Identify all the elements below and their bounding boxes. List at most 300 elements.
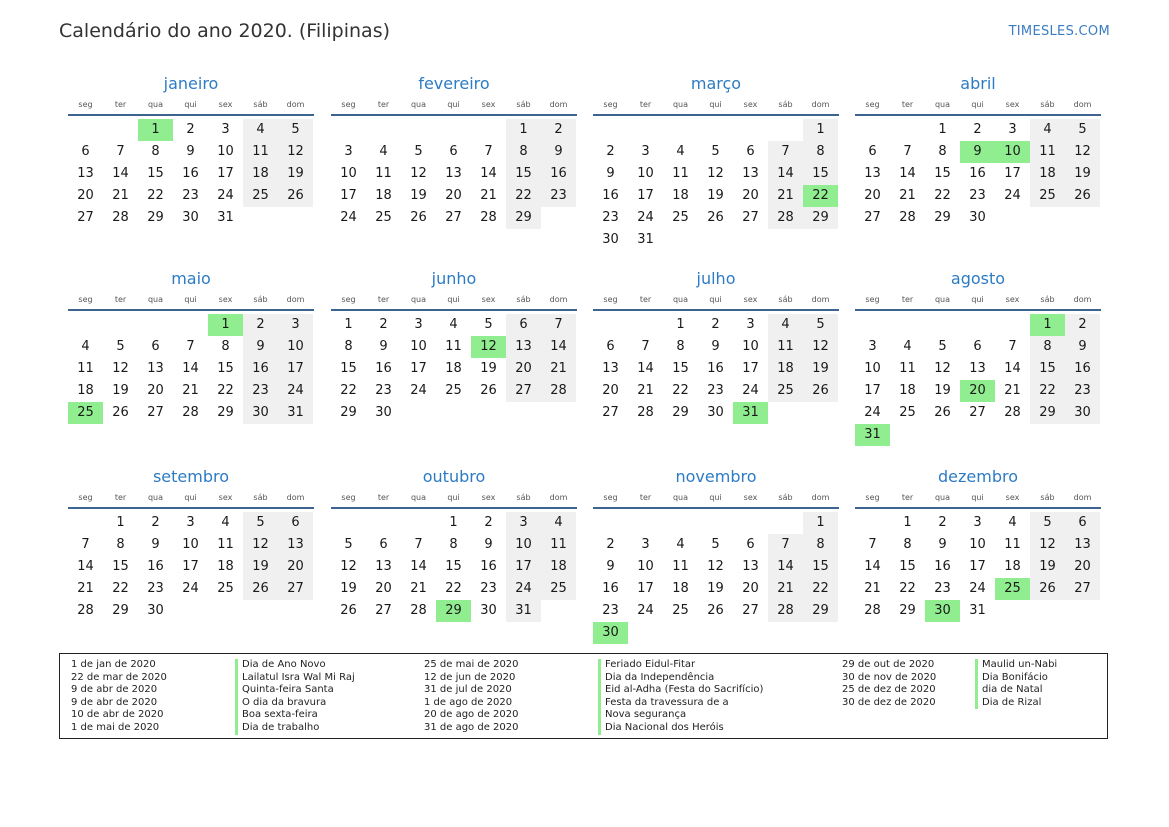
header-rule [855,114,1101,116]
day-cell: 29 [934,210,951,225]
day-cell: 26 [934,405,951,420]
weekday-header [593,490,839,506]
day-cell: 22 [934,188,951,203]
day-cell: 8 [116,537,125,552]
month-maio [68,268,314,424]
day-cell: 21 [77,581,94,596]
day-cell: 29 [112,603,129,618]
month-name: fevereiro [418,74,490,93]
day-cell: 30 [147,603,164,618]
day-cell: 28 [77,603,94,618]
day-cell: 16 [480,559,497,574]
weekday-header [331,490,577,506]
empty-cell [436,119,471,141]
day-cell: 24 [1004,188,1021,203]
month-name: dezembro [938,467,1018,486]
legend-dates-2 [424,659,519,735]
day-cell: 26 [410,210,427,225]
weekday-header [855,97,1101,113]
day-cell: 28 [480,210,497,225]
day-cell: 27 [147,405,164,420]
day-cell: 2 [711,317,720,332]
day-cell: 15 [803,556,838,578]
day-cell: 18 [672,188,689,203]
day-cell: 7 [1008,339,1017,354]
month-janeiro [68,73,314,229]
day-cell: 20 [742,581,759,596]
legend-holiday-date: 1 de ago de 2020 [424,696,513,708]
day-cell: 21 [768,185,803,207]
day-cell: 8 [676,339,685,354]
day-cell: 6 [449,144,458,159]
day-cell: 5 [803,314,838,336]
legend-names-3 [975,659,1057,709]
day-cell: 23 [375,383,392,398]
day-cell: 9 [151,537,160,552]
empty-cell [593,119,628,141]
legend-holiday-name: Dia de Ano Novo [235,659,355,672]
day-cell: 24 [410,383,427,398]
weekday-label: seg [341,100,356,109]
day-cell: 15 [899,559,916,574]
day-cell: 28 [410,603,427,618]
day-cell: 5 [344,537,353,552]
empty-cell [628,512,663,534]
empty-cell [733,119,768,141]
day-cell: 24 [182,581,199,596]
weekday-label: qui [447,100,460,109]
day-cell: 9 [243,336,278,358]
day-cell: 11 [445,339,462,354]
day-cell: 19 [480,361,497,376]
day-cell: 29 [803,207,838,229]
day-cell: 10 [637,166,654,181]
day-cell: 8 [803,534,838,556]
day-cell: 14 [768,163,803,185]
day-cell: 27 [77,210,94,225]
day-cell: 15 [147,166,164,181]
brand-link[interactable]: TIMESLES.COM [1008,24,1110,39]
day-cell: 13 [77,166,94,181]
month-junho [331,268,577,424]
day-cell: 9 [541,141,576,163]
day-cell: 7 [81,537,90,552]
weekday-label: seg [865,493,880,502]
empty-cell [890,119,925,141]
day-cell: 28 [768,600,803,622]
day-grid [331,314,577,424]
empty-cell [768,512,803,534]
month-name: julho [696,269,736,288]
day-cell: 25 [672,603,689,618]
day-cell: 11 [217,537,234,552]
day-cell: 7 [484,144,493,159]
weekday-label: qua [410,295,427,304]
day-cell: 12 [278,141,313,163]
day-cell: 30 [1065,402,1100,424]
day-cell: 18 [375,188,392,203]
day-cell: 10 [506,534,541,556]
day-cell: 5 [278,119,313,141]
weekday-label: seg [341,493,356,502]
day-cell: 5 [711,537,720,552]
day-cell: 1 [506,119,541,141]
day-cell: 28 [899,210,916,225]
legend-holiday-date: 22 de mar de 2020 [71,671,167,683]
empty-cell [663,119,698,141]
weekday-label: seg [78,100,93,109]
weekday-label: qua [147,100,164,109]
day-cell: 15 [506,163,541,185]
day-cell: 25 [768,380,803,402]
day-cell: 18 [899,383,916,398]
legend-holiday-name: Maulid un-Nabi [975,659,1057,672]
day-cell: 16 [934,559,951,574]
day-cell: 29 [803,600,838,622]
day-cell: 4 [81,339,90,354]
day-cell: 3 [344,144,353,159]
day-cell: 2 [186,122,195,137]
month-abril [855,73,1101,229]
day-cell: 21 [410,581,427,596]
day-cell: 20 [445,188,462,203]
weekday-label: ter [901,100,914,109]
day-cell: 25 [899,405,916,420]
day-cell: 30 [602,232,619,247]
day-cell: 15 [1030,358,1065,380]
header-rule [68,114,314,116]
empty-cell [366,512,401,534]
day-cell: 13 [969,361,986,376]
day-cell: 28 [1004,405,1021,420]
day-cell: 4 [903,339,912,354]
header-rule [331,309,577,311]
day-cell: 1 [803,119,838,141]
day-cell: 24 [637,210,654,225]
month-name: janeiro [163,74,219,93]
day-cell: 20 [375,581,392,596]
day-cell: 7 [768,534,803,556]
legend-holiday-name: Dia da Independência [598,672,763,685]
day-cell: 16 [541,163,576,185]
legend-holiday-date: 12 de jun de 2020 [424,671,516,683]
day-cell: 22 [445,581,462,596]
day-cell: 23 [1065,380,1100,402]
legend-holiday-name: O dia da bravura [235,697,355,710]
day-cell: 6 [973,339,982,354]
day-cell: 23 [480,581,497,596]
day-cell: 19 [707,188,724,203]
weekday-label: dom [811,100,830,109]
weekday-label: sex [481,100,496,109]
day-cell: 21 [637,383,654,398]
weekday-label: ter [377,295,390,304]
empty-cell [593,314,628,336]
day-cell: 4 [1030,119,1065,141]
day-cell: 14 [899,166,916,181]
day-cell: 2 [484,515,493,530]
day-cell: 2 [1065,314,1100,336]
holiday-day-cell: 25 [995,578,1030,600]
day-cell: 29 [899,603,916,618]
weekday-label: sáb [253,100,268,109]
day-cell: 13 [742,166,759,181]
day-cell: 26 [480,383,497,398]
legend-dates-1 [71,659,167,735]
day-cell: 7 [414,537,423,552]
day-cell: 6 [506,314,541,336]
day-grid [855,314,1101,446]
weekday-label: qua [934,100,951,109]
day-cell: 3 [506,512,541,534]
day-cell: 4 [221,515,230,530]
day-cell: 25 [541,578,576,600]
day-cell: 30 [969,210,986,225]
day-cell: 4 [379,144,388,159]
month-name: março [690,74,742,93]
month-setembro [68,466,314,622]
holiday-day-cell: 9 [960,141,995,163]
legend-holiday-date: 10 de abr de 2020 [71,709,164,721]
day-cell: 21 [480,188,497,203]
day-cell: 23 [602,603,619,618]
weekday-label: ter [901,295,914,304]
day-cell: 21 [899,188,916,203]
day-cell: 28 [112,210,129,225]
day-cell: 12 [803,336,838,358]
day-cell: 7 [541,314,576,336]
day-cell: 8 [903,537,912,552]
legend-holiday-date: 1 de jan de 2020 [71,659,156,670]
day-cell: 21 [1004,383,1021,398]
day-cell: 9 [606,559,615,574]
day-cell: 10 [637,559,654,574]
day-cell: 23 [934,581,951,596]
day-cell: 14 [541,336,576,358]
day-cell: 13 [147,361,164,376]
weekday-label: dom [549,100,568,109]
day-cell: 3 [186,515,195,530]
day-cell: 5 [1065,119,1100,141]
weekday-label: dom [549,493,568,502]
day-cell: 20 [1065,556,1100,578]
day-cell: 5 [414,144,423,159]
day-cell: 13 [375,559,392,574]
day-cell: 13 [1065,534,1100,556]
day-cell: 28 [541,380,576,402]
day-cell: 18 [217,559,234,574]
day-cell: 10 [969,537,986,552]
day-cell: 17 [278,358,313,380]
weekday-label: seg [865,295,880,304]
empty-cell [995,314,1030,336]
day-cell: 29 [147,210,164,225]
weekday-label: seg [78,295,93,304]
empty-cell [401,119,436,141]
day-cell: 11 [541,534,576,556]
day-cell: 9 [186,144,195,159]
day-cell: 6 [278,512,313,534]
day-cell: 22 [217,383,234,398]
day-cell: 5 [938,339,947,354]
day-cell: 27 [969,405,986,420]
day-cell: 25 [243,185,278,207]
holiday-day-cell: 10 [995,141,1030,163]
day-cell: 30 [182,210,199,225]
weekday-label: qua [672,493,689,502]
day-grid [68,314,314,424]
day-cell: 16 [147,559,164,574]
day-cell: 21 [541,358,576,380]
empty-cell [593,512,628,534]
day-cell: 21 [112,188,129,203]
weekday-label: qui [184,295,197,304]
legend-holiday-date: 31 de jul de 2020 [424,684,512,696]
day-cell: 5 [1030,512,1065,534]
day-cell: 30 [480,603,497,618]
day-cell: 15 [803,163,838,185]
day-cell: 26 [707,210,724,225]
day-grid [331,512,577,622]
day-cell: 20 [506,358,541,380]
day-cell: 22 [803,578,838,600]
day-cell: 4 [676,537,685,552]
weekday-label: qua [934,295,951,304]
day-cell: 21 [768,578,803,600]
day-cell: 22 [506,185,541,207]
weekday-label: dom [811,493,830,502]
legend-holiday-date: 25 de dez de 2020 [842,684,936,696]
weekday-label: ter [114,295,127,304]
weekday-label: qua [147,493,164,502]
empty-cell [103,314,138,336]
empty-cell [68,119,103,141]
month-fevereiro [331,73,577,229]
day-cell: 24 [864,405,881,420]
day-cell: 25 [375,210,392,225]
month-julho [593,268,839,424]
day-cell: 22 [147,188,164,203]
day-cell: 17 [217,166,234,181]
day-cell: 11 [899,361,916,376]
day-cell: 10 [864,361,881,376]
weekday-label: ter [377,493,390,502]
day-cell: 18 [243,163,278,185]
day-cell: 9 [1065,336,1100,358]
day-cell: 29 [217,405,234,420]
empty-cell [855,119,890,141]
legend-holiday-name: Dia de trabalho [235,722,355,735]
day-cell: 11 [77,361,94,376]
empty-cell [698,119,733,141]
day-cell: 19 [278,163,313,185]
day-cell: 24 [506,578,541,600]
weekday-label: qua [410,100,427,109]
day-grid [593,512,839,644]
day-cell: 14 [182,361,199,376]
day-cell: 3 [746,317,755,332]
weekday-label: dom [1073,100,1092,109]
day-cell: 17 [340,188,357,203]
weekday-label: qui [184,100,197,109]
day-cell: 10 [410,339,427,354]
day-cell: 15 [112,559,129,574]
day-cell: 31 [969,603,986,618]
day-cell: 23 [602,210,619,225]
day-cell: 22 [1030,380,1065,402]
day-cell: 26 [707,603,724,618]
day-cell: 26 [803,380,838,402]
weekday-header [331,97,577,113]
day-cell: 20 [742,188,759,203]
day-cell: 2 [541,119,576,141]
legend-holiday-name: Dia de Rizal [975,697,1057,710]
day-cell: 20 [602,383,619,398]
day-cell: 15 [217,361,234,376]
weekday-label: sex [743,493,758,502]
day-cell: 18 [445,361,462,376]
day-cell: 12 [1065,141,1100,163]
empty-cell [331,512,366,534]
day-cell: 11 [672,166,689,181]
day-cell: 15 [934,166,951,181]
weekday-label: sáb [778,100,793,109]
legend-holiday-date: 25 de mai de 2020 [424,659,519,670]
day-cell: 21 [182,383,199,398]
weekday-label: dom [811,295,830,304]
day-cell: 9 [938,537,947,552]
day-cell: 21 [864,581,881,596]
weekday-label: sex [743,295,758,304]
day-cell: 27 [445,210,462,225]
day-cell: 22 [672,383,689,398]
day-grid [855,512,1101,622]
weekday-header [593,97,839,113]
day-cell: 30 [707,405,724,420]
day-cell: 18 [1030,163,1065,185]
day-cell: 22 [899,581,916,596]
legend-holiday-date: 30 de nov de 2020 [842,671,937,683]
weekday-label: sáb [778,493,793,502]
day-cell: 8 [221,339,230,354]
day-cell: 7 [903,144,912,159]
day-cell: 16 [375,361,392,376]
holiday-day-cell: 1 [1030,314,1065,336]
day-cell: 14 [864,559,881,574]
day-cell: 13 [278,534,313,556]
day-cell: 19 [1065,163,1100,185]
day-cell: 7 [186,339,195,354]
day-cell: 27 [742,603,759,618]
holiday-day-cell: 1 [208,314,243,336]
day-cell: 24 [340,210,357,225]
weekday-label: ter [114,100,127,109]
empty-cell [471,119,506,141]
day-cell: 11 [768,336,803,358]
legend-holiday-date: 1 de mai de 2020 [71,721,160,733]
weekday-label: dom [549,295,568,304]
weekday-label: dom [1073,295,1092,304]
day-cell: 17 [742,361,759,376]
weekday-header [68,490,314,506]
day-cell: 6 [1065,512,1100,534]
day-cell: 14 [1004,361,1021,376]
month-name: setembro [152,467,230,486]
weekday-label: sáb [1040,295,1055,304]
day-grid [855,119,1101,229]
day-cell: 24 [217,188,234,203]
day-cell: 24 [278,380,313,402]
